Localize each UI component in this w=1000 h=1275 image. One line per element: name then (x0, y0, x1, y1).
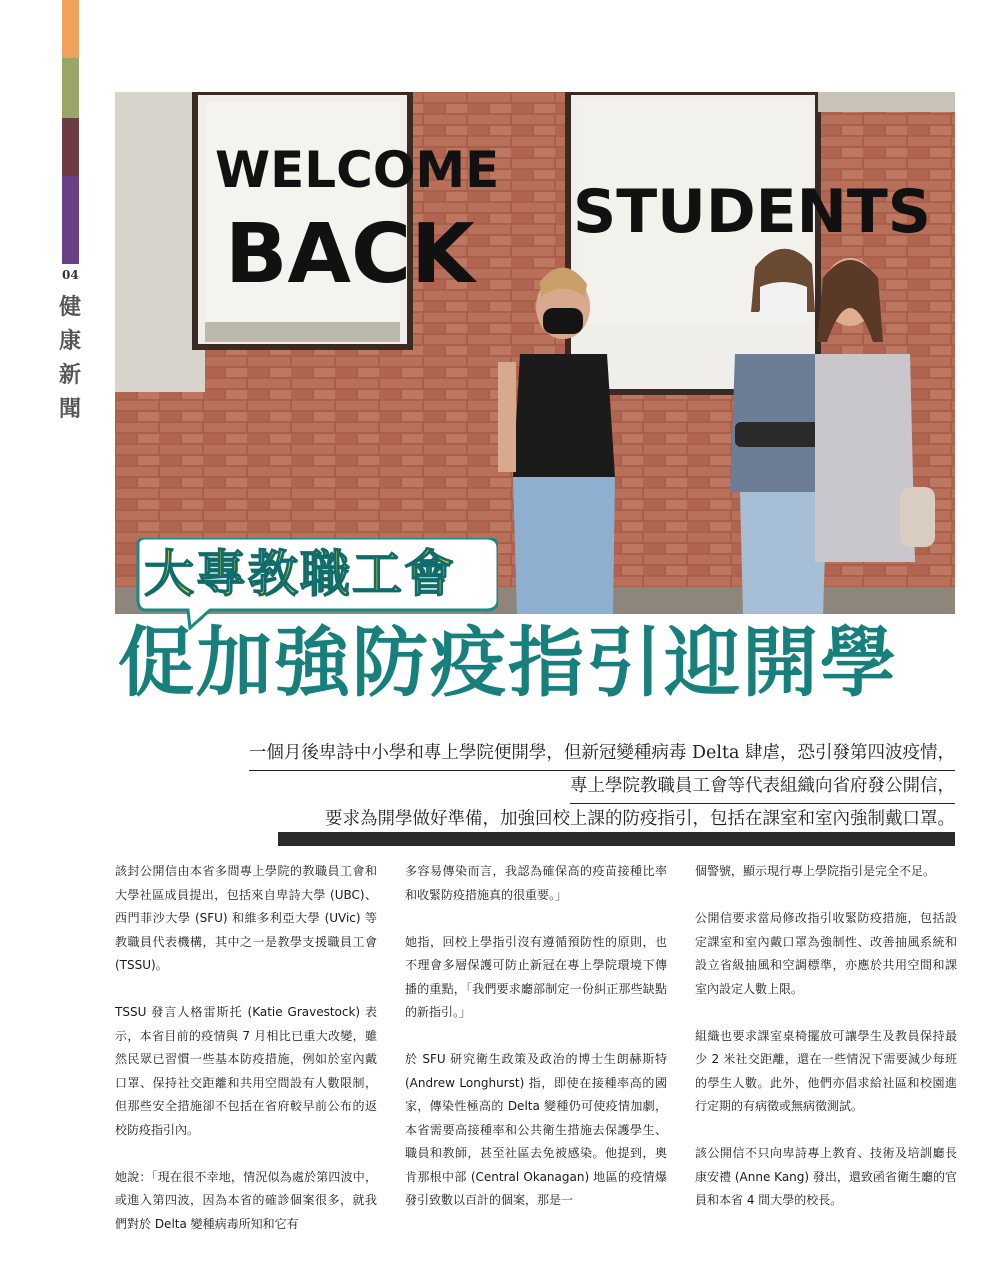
paragraph: 該公開信不只向卑詩專上教育、技術及培訓廳長康安禮 (Anne Kang) 發出，還致函省衛生廳的官員和本省 4 間大學的校長。 (695, 1146, 957, 1207)
headline-banner (130, 538, 498, 612)
color-strip-maroon (62, 118, 79, 176)
headline-line-2: 促加強防疫指引迎開學 (118, 618, 898, 707)
color-strip-purple (62, 176, 79, 264)
section-label: 健康新聞 (58, 294, 81, 422)
page-number: 04 (62, 268, 79, 282)
article-column-3 (695, 860, 957, 1236)
intro-paragraph (195, 738, 955, 837)
intro-line: 專上學院教職員工會等代表組織向省府發公開信， (570, 771, 955, 804)
sign-students-text: STUDENTS (573, 177, 932, 247)
intro-line: 要求為開學做好準備，加強回校上課的防疫指引，包括在課室和室內強制戴口罩。 (325, 804, 955, 837)
paragraph: 她說：「現在很不幸地，情況似為處於第四波中，或進入第四波，因為本省的確診個案很多，就我們對於 Delta 變種病毒所知和它有 (115, 1169, 377, 1231)
sign-back-text: BACK (225, 207, 475, 302)
color-strip-green (62, 58, 79, 118)
paragraph: 公開信要求當局修改指引收緊防疫措施，包括設定課室和室內戴口罩為強制性、改善抽風系統和設立省級抽風和空調標準，亦應於共用空間和課室內設定人數上限。 (695, 911, 957, 996)
paragraph: 個警號，顯示現行專上學院指引是完全不足。 (695, 864, 936, 878)
paragraph: 她指，回校上學指引沒有遵循預防性的原則，也不理會多層保護可防止新冠在專上學院環境下傳播的重點，「我們要求廳部制定一份糾正那些缺點的新指引。」 (405, 934, 667, 1019)
paragraph: 多容易傳染而言，我認為確保高的疫苗接種比率和收緊防疫措施真的很重要。」 (405, 864, 667, 902)
paragraph: TSSU 發言人格雷斯托 (Katie Gravestock) 表示，本省目前的疫情與 7 月相比已重大改變，雖然民眾已習慣一些基本防疫措施，例如於室內戴口罩、保持社交距離和共用空間設有人數限制，但那些安全措施卻不包括在省府較早前公布的返校防疫指引內。 (115, 1005, 377, 1137)
article-column-2 (405, 860, 667, 1236)
color-strip-orange (62, 0, 79, 58)
article-column-1 (115, 860, 377, 1260)
paragraph: 組織也要求課室桌椅擺放可讓學生及教員保持最少 2 米社交距離，還在一些情況下需要減少每班的學生人數。此外，他們亦倡求給社區和校園進行定期的有病徵或無病徵測試。 (695, 1028, 957, 1113)
sign-welcome-text: WELCOME (215, 141, 500, 199)
news-photo (115, 92, 955, 614)
headline-line-1: 大專教職工會 (144, 544, 456, 603)
paragraph: 於 SFU 研究衛生政策及政治的博士生朗赫斯特 (Andrew Longhurst) 指，即使在接種率高的國家，傳染性極高的 Delta 變種仍可使疫情加劇，本省需要高接種率和公共衛生措施去保護學生、職員和教師，甚至社區去免被感染。他提到，奧肯那根中部 (Central Okanagan) 地區的疫情爆發引致數以百計的個案，那是一 (405, 1052, 667, 1207)
paragraph: 該封公開信由本省多間專上學院的教職員工會和大學社區成員提出，包括來自卑詩大學 (UBC)、西門菲沙大學 (SFU) 和維多利亞大學 (UVic) 等教職員代表機構，其中之一是教學支援職員工會 (TSSU)。 (115, 864, 377, 972)
intro-line: 一個月後卑詩中小學和專上學院便開學，但新冠變種病毒 Delta 肆虐，恐引發第四波疫情， (249, 738, 955, 771)
divider-bar (278, 832, 955, 846)
